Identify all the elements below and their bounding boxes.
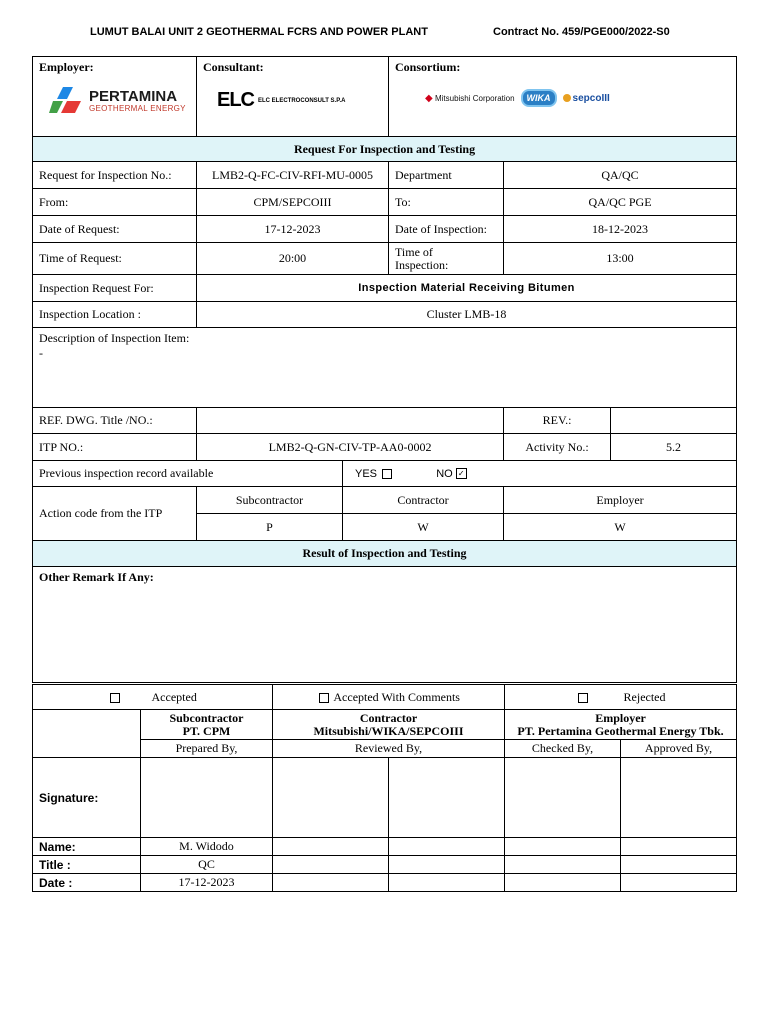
title-label: Title : (33, 856, 141, 874)
name-subcontractor: M. Widodo (141, 838, 273, 856)
previous-record-label: Previous inspection record available (33, 461, 343, 487)
wika-logo: WIKA (521, 89, 557, 107)
title-employer-2 (621, 856, 737, 874)
title-subcontractor: QC (141, 856, 273, 874)
remark-label: Other Remark If Any: (39, 570, 154, 584)
no-checkbox-checked[interactable]: ✓ (456, 468, 467, 479)
contract-number: Contract No. 459/PGE000/2022-S0 (493, 26, 670, 38)
pertamina-mark-icon (49, 87, 83, 115)
subcontractor-company: PT. CPM (182, 723, 231, 738)
consultant-cell (197, 57, 389, 137)
subcontractor-role: Subcontractor (169, 710, 244, 725)
approved-by: Approved By, (621, 740, 737, 758)
name-contractor-2 (389, 838, 505, 856)
title-contractor-2 (389, 856, 505, 874)
sepco-logo (563, 93, 610, 104)
date-contractor-1 (273, 874, 389, 892)
department-value: QA/QC (504, 162, 737, 189)
consortium-logos (425, 89, 730, 107)
itp-value: LMB2-Q-GN-CIV-TP-AA0-0002 (197, 434, 504, 461)
name-employer-2 (621, 838, 737, 856)
inspection-for-label: Inspection Request For: (33, 275, 197, 302)
pertamina-name: PERTAMINA (89, 88, 178, 105)
name-label: Name: (33, 838, 141, 856)
employer-role: Employer (595, 710, 646, 725)
yes-label: YES (355, 467, 378, 480)
action-code-subcontractor: P (197, 514, 343, 541)
time-request-value: 20:00 (197, 243, 389, 275)
ref-dwg-value (197, 408, 504, 434)
title-employer-1 (505, 856, 621, 874)
department-label: Department (389, 162, 504, 189)
contractor-role: Contractor (359, 710, 418, 725)
signature-contractor-1[interactable] (273, 758, 389, 838)
action-header-employer: Employer (504, 487, 737, 514)
action-header-contractor: Contractor (343, 487, 504, 514)
signature-employer-2[interactable] (621, 758, 737, 838)
from-value: CPM/SEPCOIII (197, 189, 389, 216)
to-label: To: (389, 189, 504, 216)
signoff-table (32, 684, 737, 892)
date-request-value: 17-12-2023 (197, 216, 389, 243)
accepted-option[interactable] (33, 685, 273, 710)
elc-mark: ELC (217, 89, 254, 111)
title-contractor-1 (273, 856, 389, 874)
time-inspection-label-2: Inspection: (395, 257, 449, 272)
signature-contractor-2[interactable] (389, 758, 505, 838)
mitsubishi-logo (425, 93, 515, 104)
description-label: Description of Inspection Item: (39, 331, 190, 345)
employer-heading (505, 710, 737, 740)
name-contractor-1 (273, 838, 389, 856)
rfi-no-value: LMB2-Q-FC-CIV-RFI-MU-0005 (197, 162, 389, 189)
section-request: Request For Inspection and Testing (33, 137, 737, 162)
time-inspection-label-1: Time of (395, 244, 433, 259)
rejected-label: Rejected (623, 689, 666, 704)
employer-company: PT. Pertamina Geothermal Energy Tbk. (517, 723, 724, 738)
sepco-dot-icon (563, 94, 571, 102)
rejected-checkbox[interactable] (578, 693, 588, 703)
mitsubishi-diamond-icon: ◆ (425, 92, 433, 104)
location-label: Inspection Location : (33, 302, 197, 328)
description-cell (33, 328, 737, 408)
time-inspection-value: 13:00 (504, 243, 737, 275)
ref-dwg-label: REF. DWG. Title /NO.: (33, 408, 197, 434)
date-inspection-label: Date of Inspection: (389, 216, 504, 243)
sepco-name: sepcoIII (572, 92, 610, 104)
date-employer-1 (505, 874, 621, 892)
date-subcontractor: 17-12-2023 (141, 874, 273, 892)
date-contractor-2 (389, 874, 505, 892)
reviewed-by: Reviewed By, (273, 740, 505, 758)
signature-label: Signature: (33, 758, 141, 838)
to-value: QA/QC PGE (504, 189, 737, 216)
rfi-no-label: Request for Inspection No.: (33, 162, 197, 189)
project-title: LUMUT BALAI UNIT 2 GEOTHERMAL FCRS AND POWER PLANT (90, 26, 428, 38)
accepted-label: Accepted (151, 689, 197, 704)
date-employer-2 (621, 874, 737, 892)
date-label: Date : (33, 874, 141, 892)
pertamina-sub: GEOTHERMAL ENERGY (89, 104, 186, 113)
time-request-label: Time of Request: (33, 243, 197, 275)
elc-logo (217, 89, 382, 112)
pertamina-logo (49, 87, 190, 115)
consortium-label: Consortium: (395, 60, 461, 74)
activity-label: Activity No.: (504, 434, 611, 461)
action-code-contractor: W (343, 514, 504, 541)
signoff-corner (33, 710, 141, 758)
rev-value (611, 408, 737, 434)
signature-subcontractor[interactable] (141, 758, 273, 838)
consortium-cell (389, 57, 737, 137)
accepted-comments-label: Accepted With Comments (333, 689, 460, 704)
rfi-form (32, 56, 737, 683)
accepted-checkbox[interactable] (110, 693, 120, 703)
subcontractor-heading (141, 710, 273, 740)
action-header-subcontractor: Subcontractor (197, 487, 343, 514)
elc-name: ELC ELECTROCONSULT S.P.A (258, 97, 346, 104)
time-inspection-label (389, 243, 504, 275)
employer-cell (33, 57, 197, 137)
inspection-for-value: Inspection Material Receiving Bitumen (197, 275, 737, 302)
previous-record-options (343, 461, 737, 487)
description-value: - (39, 346, 43, 360)
contractor-heading (273, 710, 505, 740)
itp-label: ITP NO.: (33, 434, 197, 461)
accepted-comments-option[interactable] (273, 685, 505, 710)
location-value: Cluster LMB-18 (197, 302, 737, 328)
consultant-label: Consultant: (203, 60, 264, 74)
rev-label: REV.: (504, 408, 611, 434)
section-result: Result of Inspection and Testing (33, 541, 737, 567)
checked-by: Checked By, (505, 740, 621, 758)
signature-employer-1[interactable] (505, 758, 621, 838)
no-label: NO (436, 467, 453, 480)
yes-checkbox[interactable] (382, 469, 392, 479)
action-code-employer: W (504, 514, 737, 541)
mitsubishi-name: Mitsubishi Corporation (434, 93, 515, 103)
accepted-comments-checkbox[interactable] (319, 693, 329, 703)
rejected-option[interactable] (505, 685, 737, 710)
contractor-company: Mitsubishi/WIKA/SEPCOIII (313, 723, 464, 738)
date-inspection-value: 18-12-2023 (504, 216, 737, 243)
activity-value: 5.2 (611, 434, 737, 461)
action-code-label: Action code from the ITP (33, 487, 197, 541)
from-label: From: (33, 189, 197, 216)
employer-label: Employer: (39, 60, 94, 74)
name-employer-1 (505, 838, 621, 856)
prepared-by: Prepared By, (141, 740, 273, 758)
remark-cell (33, 567, 737, 683)
date-request-label: Date of Request: (33, 216, 197, 243)
